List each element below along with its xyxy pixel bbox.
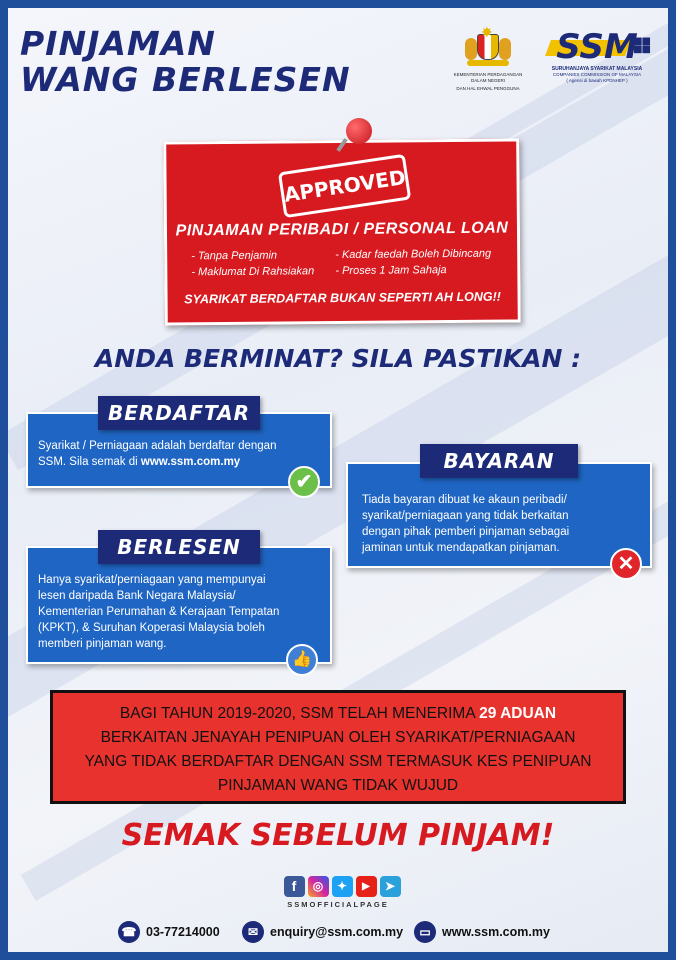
- close-icon: ✕: [610, 548, 642, 580]
- ssm-caption-2: COMPANIES COMMISSION OF MALAYSIA: [552, 72, 642, 77]
- kpdnhep-caption-2: DAN HAL EHWAL PENGGUNA: [456, 86, 520, 91]
- bayaran-line: Tiada bayaran dibuat ke akaun peribadi/: [362, 494, 567, 506]
- berdaftar-text-1: Syarikat / Perniagaan adalah berdaftar dengan: [38, 440, 277, 452]
- cta-heading: SEMAK SEBELUM PINJAM!: [121, 818, 555, 853]
- website-url: www.ssm.com.my: [442, 925, 550, 939]
- feature-item: - Proses 1 Jam Sahaja: [335, 264, 447, 278]
- page-title: [20, 26, 351, 98]
- email-address: enquiry@ssm.com.my: [270, 925, 404, 939]
- telegram-icon[interactable]: ➤: [380, 876, 401, 897]
- approved-tagline: SYARIKAT BERDAFTAR BUKAN SEPERTI AH LONG!!: [184, 289, 501, 307]
- ssm-caption-3: ( Agensi di bawah KPDNHEP ): [566, 78, 628, 83]
- kpdnhep-caption-1: KEMENTERIAN PERDAGANGAN DALAM NEGERI: [453, 72, 523, 83]
- ssm-caption-1: SURUHANJAYA SYARIKAT MALAYSIA: [551, 66, 643, 72]
- social-handle: SSMOFFICIALPAGE: [287, 900, 389, 909]
- alert-line-2: BERKAITAN JENAYAH PENIPUAN OLEH SYARIKAT/PERNIAGAAN: [100, 729, 576, 746]
- feature-item: - Maklumat Di Rahsiakan: [191, 265, 315, 279]
- coat-of-arms-icon: ✸: [463, 28, 513, 70]
- phone-contact[interactable]: [118, 920, 220, 944]
- approved-stamp: APPROVED: [278, 154, 411, 218]
- social-icons: [278, 876, 406, 898]
- bayaran-line: syarikat/perniagaan yang tidak berkaitan: [362, 510, 569, 522]
- title-line-2: WANG BERLESEN: [20, 60, 351, 99]
- phone-icon: ☎: [118, 921, 140, 943]
- bayaran-tab: BAYARAN: [420, 444, 578, 478]
- email-icon: ✉: [242, 921, 264, 943]
- berdaftar-text-2: SSM. Sila semak di: [38, 456, 141, 468]
- berlesen-line: lesen daripada Bank Negara Malaysia/: [38, 590, 236, 602]
- phone-number: 03-77214000: [146, 925, 220, 939]
- email-contact[interactable]: [242, 920, 403, 944]
- twitter-icon[interactable]: ✦: [332, 876, 353, 897]
- youtube-icon[interactable]: ▶: [356, 876, 377, 897]
- pushpin-icon: [346, 118, 372, 144]
- berdaftar-tab: BERDAFTAR: [98, 396, 260, 430]
- monitor-icon: ▭: [414, 921, 436, 943]
- alert-line-1: BAGI TAHUN 2019-2020, SSM TELAH MENERIMA: [119, 705, 480, 722]
- alert-line-4: PINJAMAN WANG TIDAK WUJUD: [217, 777, 459, 794]
- loan-title: PINJAMAN PERIBADI / PERSONAL LOAN: [175, 219, 509, 240]
- kpdnhep-logo: [448, 24, 528, 92]
- question-heading: ANDA BERMINAT? SILA PASTIKAN :: [94, 344, 582, 373]
- thumbs-up-icon: 👍: [286, 644, 318, 676]
- complaint-alert: [50, 690, 626, 804]
- web-contact[interactable]: [414, 920, 550, 944]
- alert-line-3: YANG TIDAK BERDAFTAR DENGAN SSM TERMASUK KES PENIPUAN: [84, 753, 592, 770]
- ssm-logo-mark: SSM ■■ ■■: [538, 28, 656, 66]
- ssm-logo: [538, 28, 656, 84]
- alert-highlight: 29 ADUAN: [479, 705, 557, 722]
- berlesen-line: Hanya syarikat/perniagaan yang mempunyai: [38, 574, 266, 586]
- title-line-1: PINJAMAN: [20, 24, 216, 63]
- berlesen-line: memberi pinjaman wang.: [38, 638, 167, 650]
- approved-card: [163, 138, 521, 325]
- instagram-icon[interactable]: ◎: [308, 876, 329, 897]
- feature-item: - Kadar faedah Boleh Dibincang: [335, 247, 492, 262]
- check-icon: ✔: [288, 466, 320, 498]
- bayaran-line: jaminan untuk mendapatkan pinjaman.: [362, 542, 560, 554]
- berlesen-line: (KPKT), & Suruhan Koperasi Malaysia boleh: [38, 622, 265, 634]
- bayaran-line: dengan pihak pemberi pinjaman sebagai: [362, 526, 570, 538]
- ssm-website-link[interactable]: www.ssm.com.my: [140, 456, 241, 468]
- berlesen-tab: BERLESEN: [98, 530, 260, 564]
- feature-item: - Tanpa Penjamin: [191, 249, 278, 263]
- berlesen-line: Kementerian Perumahan & Kerajaan Tempatan: [38, 606, 280, 618]
- facebook-icon[interactable]: f: [284, 876, 305, 897]
